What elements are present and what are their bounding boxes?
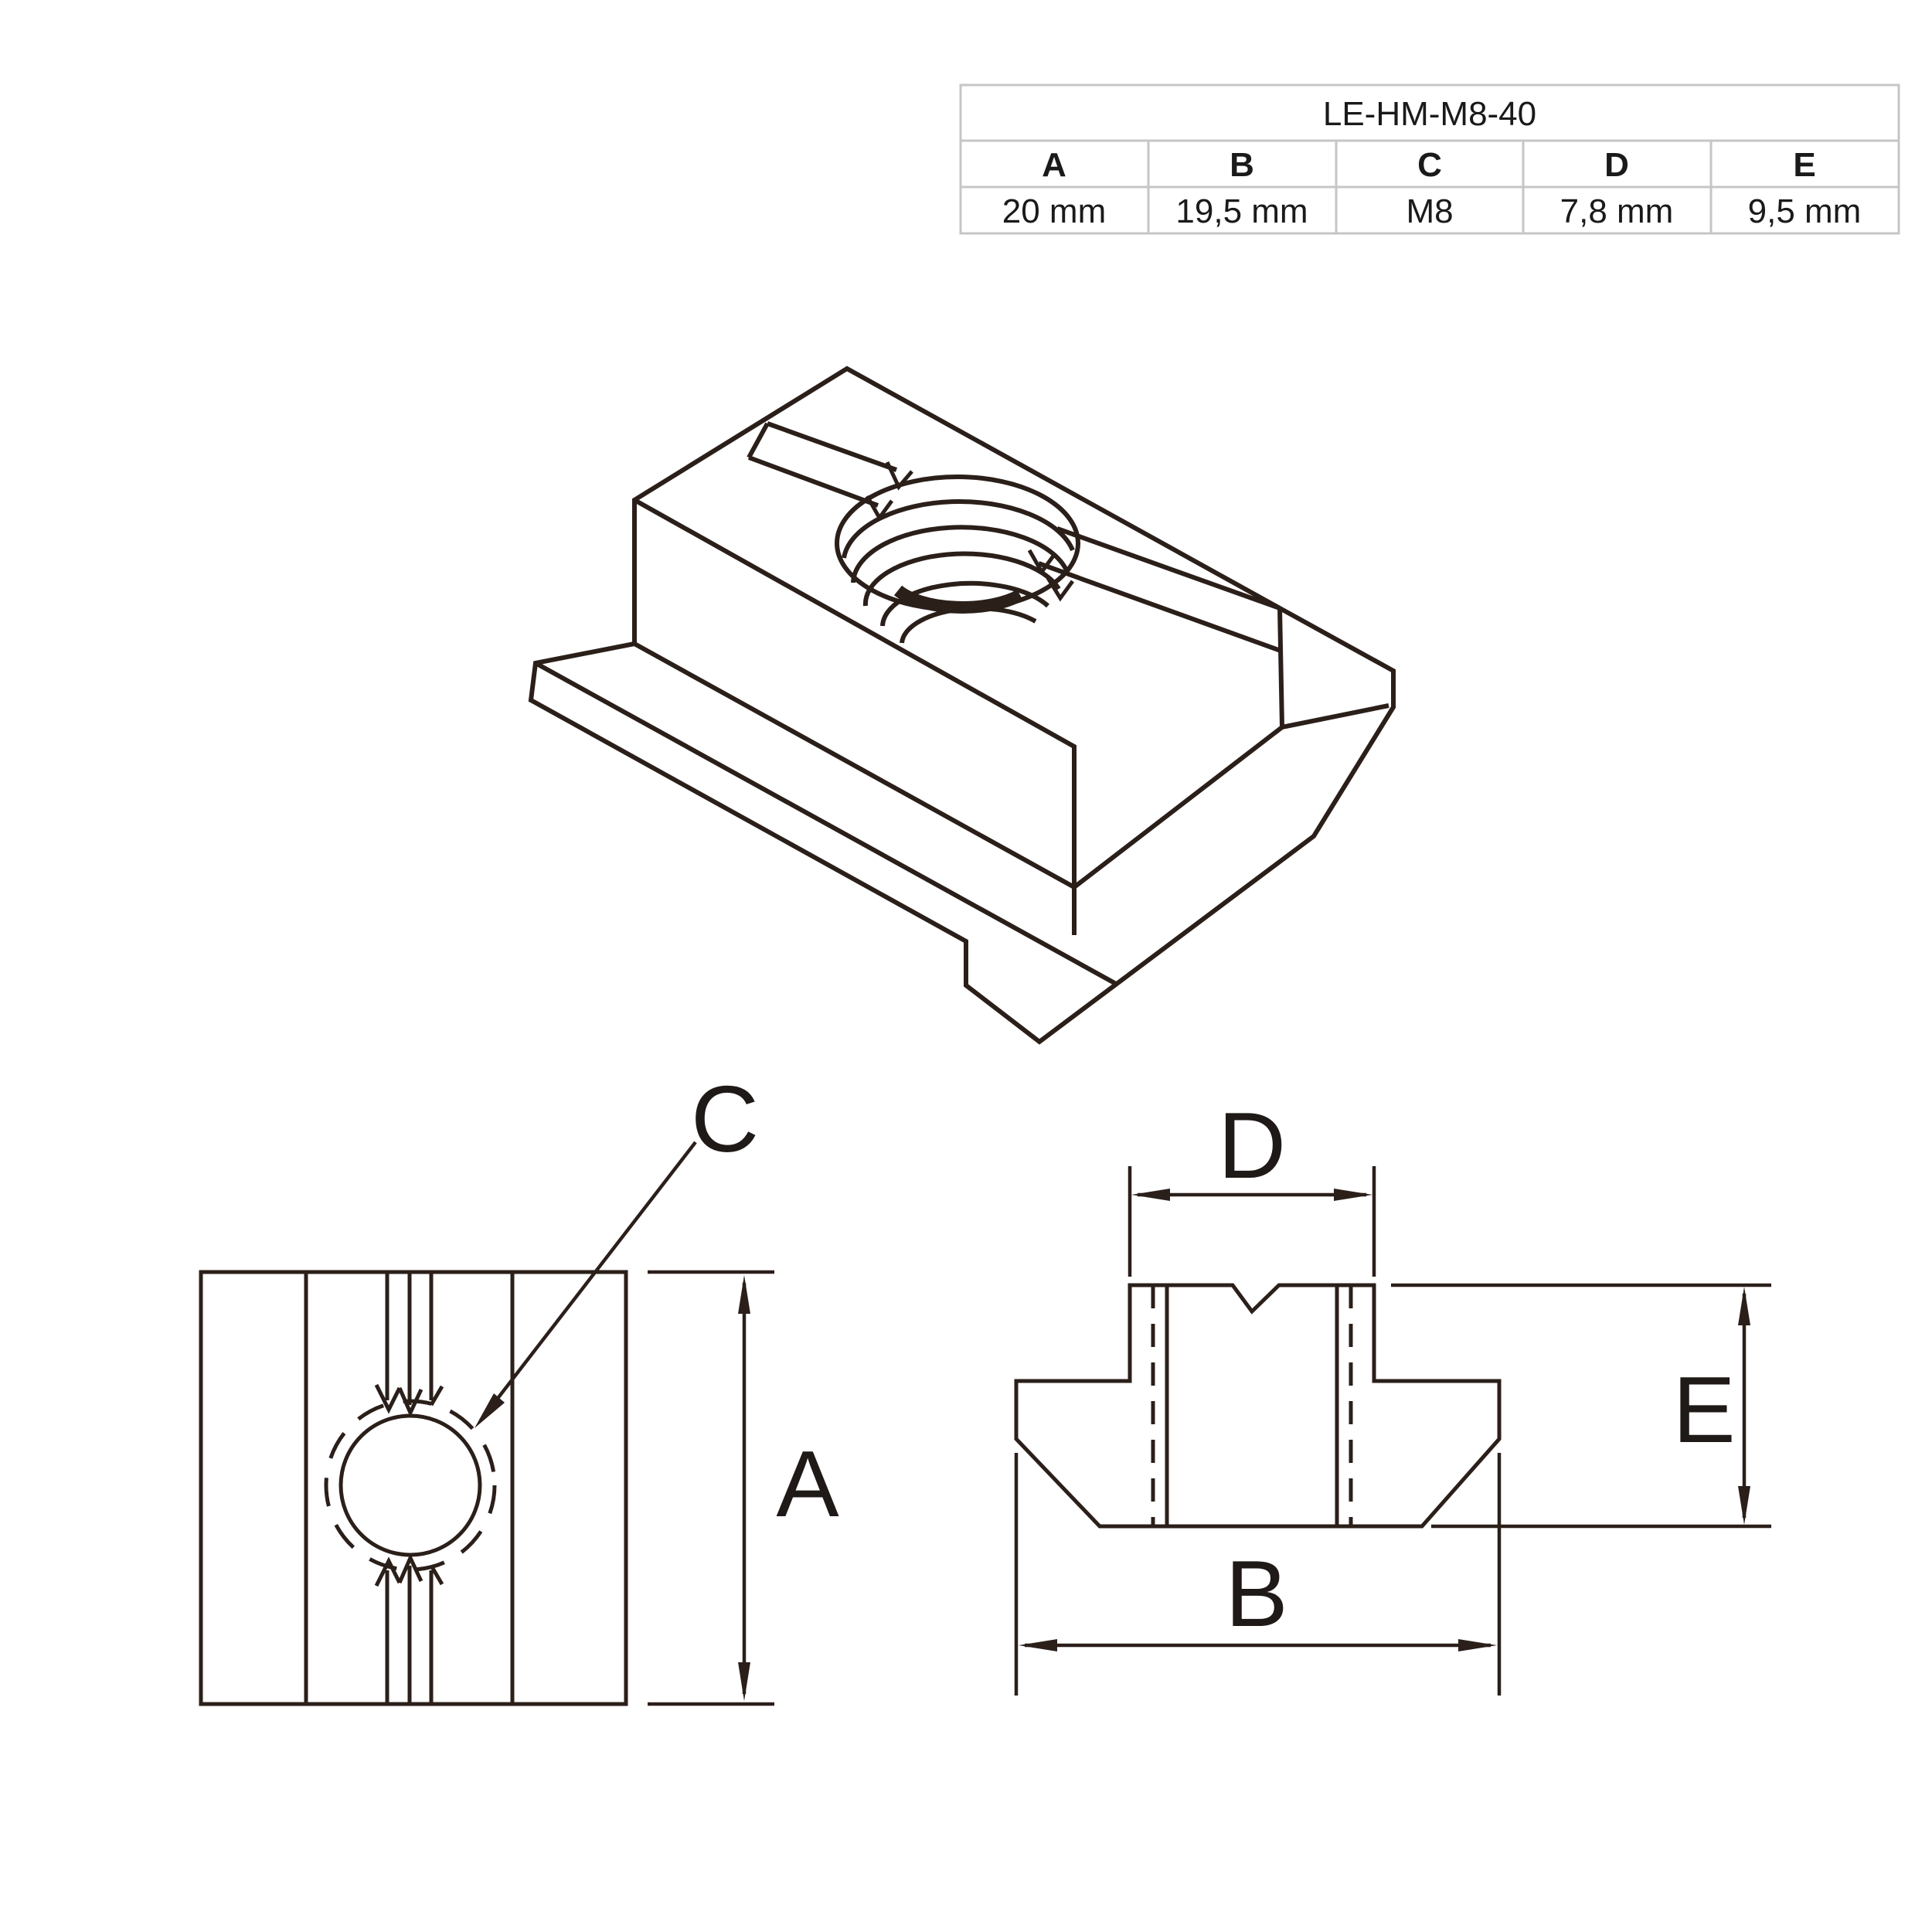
iso-end-notch — [1280, 608, 1389, 727]
table-header-e: E — [1793, 146, 1816, 184]
table-header-d: D — [1604, 146, 1629, 184]
iso-topblock-front-edge — [634, 500, 1074, 935]
table-value-a: 20 mm — [1002, 192, 1107, 230]
dim-label-a: A — [776, 1431, 839, 1536]
table-value-d: 7,8 mm — [1560, 192, 1674, 230]
arrowhead-e-down — [1738, 1486, 1750, 1525]
iso-silhouette — [531, 369, 1393, 1042]
dim-label-e: E — [1672, 1357, 1736, 1462]
arrowhead-b-right — [1458, 1639, 1497, 1651]
thread-major-circle-dashed — [326, 1401, 495, 1570]
iso-end-edge — [1074, 727, 1282, 887]
dim-label-c: C — [690, 1066, 760, 1172]
table-title: LE-HM-M8-40 — [1322, 95, 1537, 133]
arrowhead-a-up — [738, 1275, 750, 1314]
top-view — [201, 1066, 839, 1704]
table-header-b: B — [1230, 146, 1254, 184]
side-view-outline — [1016, 1285, 1499, 1526]
isometric-view — [531, 369, 1393, 1042]
iso-ledge-edge — [536, 663, 1116, 984]
arrowhead-d-right — [1334, 1189, 1372, 1201]
dimension-b — [1016, 1453, 1499, 1696]
dim-label-b: B — [1225, 1541, 1288, 1646]
groove-lines — [387, 1272, 431, 1704]
dimension-table — [961, 85, 1899, 233]
arrowhead-e-up — [1738, 1287, 1750, 1325]
table-value-c: M8 — [1406, 192, 1454, 230]
arrowhead-d-left — [1131, 1189, 1170, 1201]
thread-arc-5 — [902, 608, 1036, 643]
table-value-e: 9,5 mm — [1747, 192, 1862, 230]
iso-groove-edge-back — [767, 423, 1280, 608]
arrowhead-c — [474, 1393, 505, 1428]
table-header-c: C — [1417, 146, 1442, 184]
table-value-b: 19,5 mm — [1175, 192, 1308, 230]
side-view — [1016, 1093, 1771, 1696]
leader-c — [474, 1066, 759, 1428]
dimension-a — [648, 1272, 839, 1704]
table-header-a: A — [1042, 146, 1066, 184]
dim-label-d: D — [1217, 1093, 1287, 1198]
iso-topblock-bottom-edge — [634, 644, 1074, 887]
top-view-outline — [201, 1272, 626, 1704]
hole-minor-circle — [341, 1416, 480, 1555]
dimension-d — [1130, 1093, 1374, 1277]
arrowhead-a-down — [738, 1662, 750, 1701]
arrowhead-b-left — [1019, 1639, 1057, 1651]
dimension-e — [1391, 1285, 1771, 1526]
